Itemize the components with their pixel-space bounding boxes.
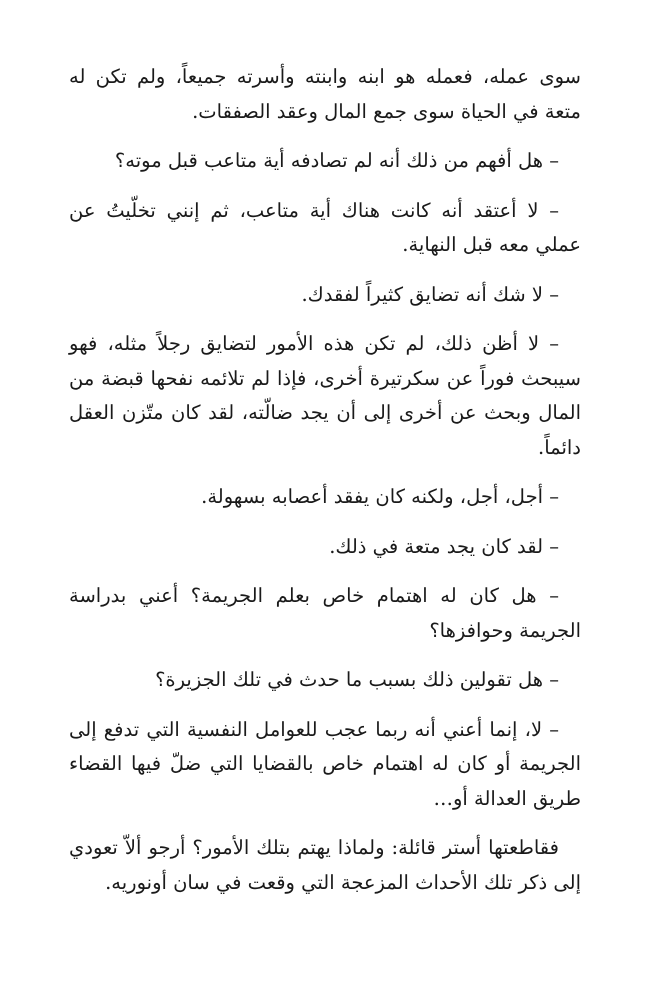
paragraph-8: – هل كان له اهتمام خاص بعلم الجريمة؟ أعني بدراسة الجريمة وحوافزها؟ — [69, 584, 581, 642]
paragraph-10: – لا، إنما أعني أنه ربما عجب للعوامل النفسية التي تدفع إلى الجريمة أو كان له اهتمام خاص بالقضايا التي ضلّ فيها القضاء طريق العدالة أو… — [69, 717, 581, 810]
paragraph-7: – لقد كان يجد متعة في ذلك. — [329, 534, 559, 558]
paragraph-3: – لا أعتقد أنه كانت هناك أية متاعب، ثم إنني تخلّيتُ عن عملي معه قبل النهاية. — [69, 198, 581, 256]
book-page-text — [69, 60, 581, 900]
paragraph-5: – لا أظن ذلك، لم تكن هذه الأمور لتضايق رجلاً مثله، فهو سيبحث فوراً عن سكرتيرة أخرى، فإذا لم تلائمه نفحها قبضة من المال وبحث عن أخرى إلى أن يجد ضالّته، لقد كان متّزن العقل دائماً. — [69, 332, 581, 459]
paragraph-6: – أجل، أجل، ولكنه كان يفقد أعصابه بسهولة. — [201, 485, 559, 508]
paragraph-1: سوى عمله، فعمله هو ابنه وابنته وأسرته جميعاً، ولم تكن له متعة في الحياة سوى جمع المال وعقد الصفقات. — [69, 65, 581, 123]
paragraph-11: فقاطعتها أستر قائلة: ولماذا يهتم بتلك الأمور؟ أرجو ألاّ تعودي إلى ذكر تلك الأحداث المزعجة التي وقعت في سان أونوريه. — [69, 836, 581, 894]
paragraph-2: – هل أفهم من ذلك أنه لم تصادفه أية متاعب قبل موته؟ — [114, 149, 559, 172]
paragraph-9: – هل تقولين ذلك بسبب ما حدث في تلك الجزيرة؟ — [155, 668, 559, 691]
paragraph-4: – لا شك أنه تضايق كثيراً لفقدك. — [301, 282, 559, 306]
